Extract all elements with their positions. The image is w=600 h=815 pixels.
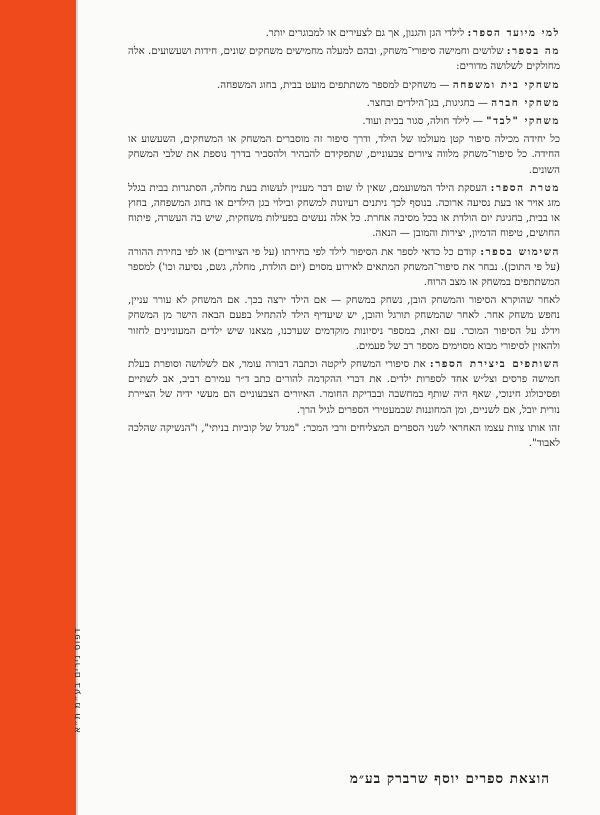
section-label: השימוש בספר: xyxy=(480,245,560,258)
section-solo-games xyxy=(128,114,560,129)
section-text: כל יחידה מכילה סיפור קטן מעולמו של הילד, ודרך סיפור זה מוסברים המשחק או המשחקים, השעשוע או החידה. כל סיפור־משחק מלווה ציורים צבעוניים, שתפקידם להבהיר ולהסביר בדרך נוספת את שלבי המשחק השונים. xyxy=(128,134,560,176)
section-audience xyxy=(128,26,560,41)
section-text: לילדי הגן והגנון, אך גם לצעירים או למבוגרים יותר. xyxy=(265,28,465,39)
section-label: משחקי "לבד" xyxy=(486,115,560,128)
section-purpose xyxy=(128,181,560,242)
section-partners xyxy=(128,357,560,418)
section-label: משחקי חברה xyxy=(491,96,560,109)
section-text: שלושים וחמישה סיפורי־משחק, ובהם למעלה מחמישים משחקים שונים, חידות ושעשועים. אלה מחולקים לשלושה מדורים: xyxy=(128,46,560,73)
section-text: קודם כל כדאי לספר את הסיפור לילד לפי בחירתו (על פי הציורים) או לפי בחירת ההורה (על פי התוכן). נבחר את סיפור־המשחק המתאים לאירוע מסוים (יום הולדת, מחלה, גשם, נסיעה וכו') למספר המשתתפים במשחק או מצב הרוח. xyxy=(128,246,560,289)
section-text: זהו אותו צוות עצמו האחראי לשני הספרים המצליחים ורבי המכר: "מגדל של קוביות בניתי", ו"הנשיקה שהלכה לאבוד". xyxy=(128,422,560,450)
section-usage xyxy=(128,245,560,291)
section-text: לאחר שהוקרא הסיפור והמשחק הובן, נשחק במשחק — אם הילד ירצה בכך. אם המשחק לא עורר עניין, נחפש משחק אחר. לאחר שהמשחק תורגל והובן, יש שיעדיף הילד להתחיל בפעם הבאה הישר מן המשחק וידלג על הסיפור המוכר. עם זאת, במספר ניסיונות מוקדמים שערכנו, מצאנו שיש ילדים המעוניינים לחזור ולהאזין לסיפורי מבוא מסוימים מספר רב של פעמים. xyxy=(128,295,560,352)
section-text: — לילד חולה, סגור בבית ועוד. xyxy=(362,116,483,128)
section-social-games xyxy=(128,96,560,111)
printer-credit: דפוס נירים בע״מ ת״א xyxy=(73,627,83,733)
section-contents xyxy=(128,44,560,74)
section-text: — משחקים למספר משתתפים מועט בבית, בחוג המשפחה. xyxy=(216,79,450,91)
section-text: — בחגיגות, בגן־הילדים ובחצר. xyxy=(366,97,488,109)
section-label: משחקי בית ומשפחה xyxy=(452,78,560,91)
section-units xyxy=(128,132,560,178)
red-spine-band xyxy=(0,0,76,815)
section-label: מה בספר: xyxy=(506,45,560,58)
description-text xyxy=(128,26,560,454)
section-label: מטרת הספר: xyxy=(490,181,560,194)
section-team xyxy=(128,421,560,451)
section-text: את סיפורי המשחק ליקטה וכתבה דבורה עומר, אם לשלושה וסופרת בעלת חמישה פרסים וצל״ש אחד לספרות ילדים. את דברי ההקדמה להורים כתב ד״ר עמירם רביב, אב לשתיים ופסיכולוג חינוכי, שאף היה שותף במחשבה ובבדיקת החומר. האיורים הצבעוניים הם מעשי ידיה של הציירת נורית יובל, אם לשניים, ומן המחוננות שבמעטירי הספרים לגיל הרך. xyxy=(128,359,560,416)
section-home-games xyxy=(128,78,560,93)
section-label: השותפים ביצירת הספר: xyxy=(429,358,560,371)
section-label: למי מיועד הספר: xyxy=(467,27,560,39)
section-text: העסקת הילד המשועמם, שאין לו שום דבר מעניין לעשות בעת מחלה, הסתגרות בבית בגלל מזג אויר או בעת נסיעה ארוכה. בנוסף לכך ניתנים רעיונות למשחק ובילוי בגן הילדים או בחוג המשפחה, בחוץ או בבית, בחגיגת יום הולדת או בכל מסיבה אחרת. כל אלה נעשים בפעילות משחקית, שיש בה העשרה, פיתוח החושים, טיפוח הדמיון, יצירות והמובן — הנאה. xyxy=(128,182,560,240)
section-usage-continued xyxy=(128,293,560,354)
publisher-name: הוצאת ספרים יוסף שרברק בע״מ xyxy=(349,771,550,787)
